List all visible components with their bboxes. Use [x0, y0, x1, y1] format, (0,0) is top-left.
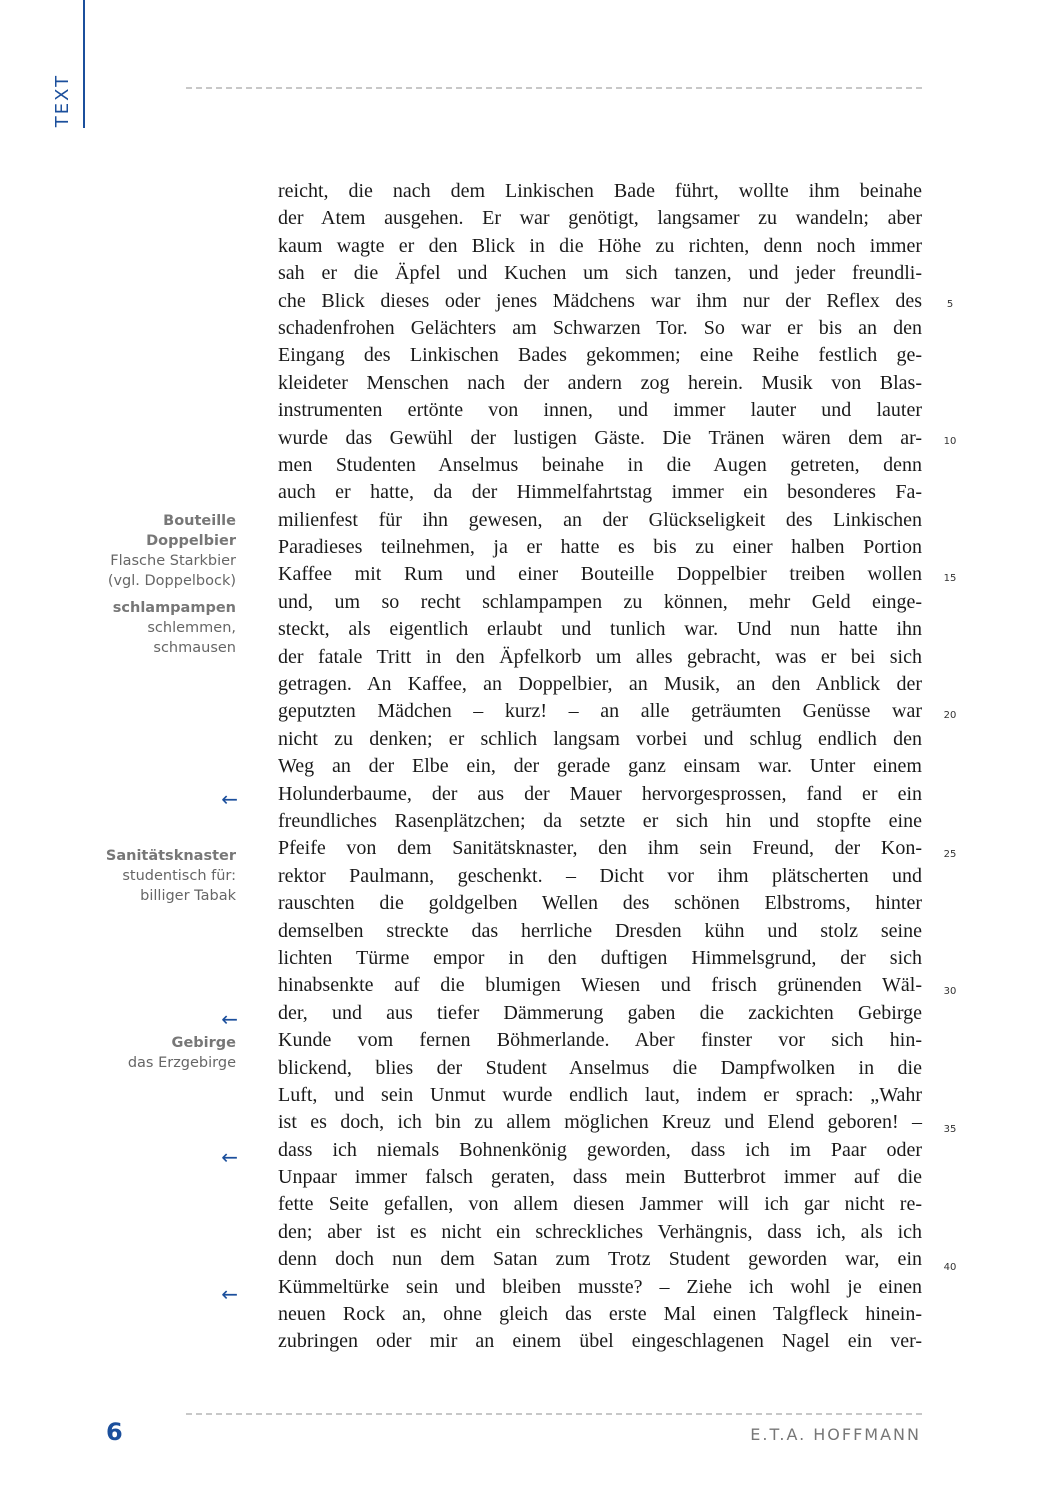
text-line: der fatale Tritt in den Äpfelkorb um alles gebracht, was er bei sich: [278, 645, 922, 668]
gloss-sanitaetsknaster: [106, 846, 236, 906]
text-line: milienfest für ihn gewesen, an der Glückseligkeit des Linkischen: [278, 508, 922, 531]
line-number: 30: [943, 986, 957, 997]
gloss-definition: (vgl. Doppelbock): [107, 573, 236, 589]
text-line: lichten Türme empor in den duftigen Himmelsgrund, der sich: [278, 946, 922, 969]
bottom-divider: [186, 1413, 922, 1415]
gloss-term: Sanitätsknaster: [105, 848, 236, 864]
text-line: Eingang des Linkischen Bades gekommen; eine Reihe festlich ge-: [278, 344, 922, 367]
text-line: Luft, und sein Unmut wurde endlich laut, indem er sprach: „Wahr: [278, 1083, 922, 1106]
text-line: rektor Paulmann, geschenkt. – Dicht vor ihm plätscherten und: [278, 864, 922, 887]
text-line: kaum wagte er den Blick in die Höhe zu richten, denn noch immer: [278, 234, 922, 257]
line-number: 10: [943, 436, 957, 447]
author-name: E.T.A. HOFFMANN: [750, 1425, 921, 1444]
line-number: 5: [946, 299, 954, 310]
text-line: geputzten Mädchen – kurz! – an alle geträumten Genüsse war: [278, 700, 922, 723]
text-line: fette Seite gefallen, von allem diesen Jammer will ich gar nicht re-: [278, 1193, 922, 1216]
gloss-term: Gebirge: [171, 1035, 236, 1051]
text-line: men Studenten Anselmus beinahe in die Augen getreten, denn: [278, 453, 922, 476]
line-number: 40: [943, 1262, 957, 1273]
text-line: reicht, die nach dem Linkischen Bade führt, wollte ihm beinahe: [278, 180, 922, 202]
gloss-definition: das Erzgebirge: [127, 1055, 236, 1071]
text-line: wurde das Gewühl der lustigen Gäste. Die Tränen wären dem ar-: [278, 426, 922, 449]
text-line: steckt, als eigentlich erlaubt und tunlich war. Und nun hatte ihn: [278, 618, 922, 641]
arrow-left-icon: ←: [221, 1145, 238, 1169]
text-line: und, um so recht schlampampen zu können, mehr Geld einge-: [278, 590, 922, 613]
text-line: den; aber ist es nicht ein schreckliches Verhängnis, dass ich, als ich: [278, 1220, 922, 1243]
text-line: nicht zu denken; er schlich langsam vorbei und schlug endlich den: [278, 727, 922, 750]
page-number: 6: [106, 1418, 123, 1446]
text-line: demselben streckte das herrliche Dresden kühn und stolz seine: [278, 919, 922, 942]
text-line: Weg an der Elbe ein, der gerade ganz einsam war. Unter einem: [278, 755, 922, 778]
arrow-left-icon: ←: [221, 787, 238, 811]
text-line: der Atem ausgehen. Er war genötigt, langsamer zu wandeln; aber: [278, 207, 922, 230]
gloss-term: Bouteille: [163, 513, 236, 529]
arrow-left-icon: ←: [221, 1282, 238, 1306]
text-line: freundliches Rasenplätzchen; da setzte er sich hin und stopfte eine: [278, 809, 922, 832]
text-line: rauschten die goldgelben Wellen des schönen Elbstroms, hinter: [278, 892, 922, 915]
line-number: 35: [943, 1124, 957, 1135]
top-divider: [186, 87, 922, 89]
section-label: TEXT: [52, 73, 74, 127]
gloss-term: Doppelbier: [146, 533, 236, 549]
text-line: Kaffee mit Rum und einer Bouteille Doppelbier treiben wollen: [278, 563, 922, 586]
text-line: Kunde vom fernen Böhmerlande. Aber finster vor sich hin-: [278, 1029, 922, 1052]
line-number: 25: [943, 849, 957, 860]
text-line: schadenfrohen Gelächters am Schwarzen Tor. So war er bis an den: [278, 316, 922, 339]
gloss-gebirge: [128, 1033, 236, 1073]
gloss-definition: billiger Tabak: [140, 888, 236, 904]
text-line: Unpaar immer falsch geraten, dass mein Butterbrot immer auf die: [278, 1166, 922, 1189]
gloss-definition: studentisch für:: [122, 868, 236, 884]
gloss-term: schlampampen: [112, 600, 236, 616]
arrow-left-icon: ←: [221, 1007, 238, 1031]
text-line: zubringen oder mir an einem übel eingeschlagenen Nagel ein ver-: [278, 1330, 922, 1353]
text-line: Paradieses teilnehmen, ja er hatte es bis zu einer halben Portion: [278, 536, 922, 559]
gloss-bouteille-doppelbier: [108, 511, 236, 597]
gloss-definition: Flasche Starkbier: [110, 553, 236, 569]
text-line: getragen. An Kaffee, an Doppelbier, an Musik, an den Anblick der: [278, 673, 922, 696]
text-line: instrumenten ertönte von innen, und immer lauter und lauter: [278, 399, 922, 422]
text-line: Holunderbaume, der aus der Mauer hervorgesprossen, fand er ein: [278, 782, 922, 805]
gloss-definition: schlemmen,: [147, 620, 236, 636]
text-line: neuen Rock an, ohne gleich das erste Mal einen Talgfleck hinein-: [278, 1303, 922, 1326]
text-line: der, und aus tiefer Dämmerung gaben die zackichten Gebirge: [278, 1001, 922, 1024]
line-number: 15: [943, 573, 957, 584]
line-number: 20: [943, 710, 957, 721]
text-line: Kümmeltürke sein und bleiben musste? – Ziehe ich wohl je einen: [278, 1275, 922, 1298]
gloss-schlampampen: [113, 598, 236, 658]
text-line: dass ich niemals Bohnenkönig geworden, dass ich im Paar oder: [278, 1138, 922, 1161]
text-line: che Blick dieses oder jenes Mädchens war ihm nur der Reflex des: [278, 289, 922, 312]
text-line: sah er die Äpfel und Kuchen um sich tanzen, und jeder freundli-: [278, 262, 922, 285]
text-line: blickend, blies der Student Anselmus die Dampfwolken in die: [278, 1056, 922, 1079]
side-rule: [83, 0, 85, 128]
text-line: Pfeife von dem Sanitätsknaster, den ihm sein Freund, der Kon-: [278, 837, 922, 860]
text-line: kleideter Menschen nach der andern zog herein. Musik von Blas-: [278, 371, 922, 394]
text-line: hinabsenkte auf die blumigen Wiesen und frisch grünenden Wäl-: [278, 974, 922, 997]
body-text: [278, 178, 922, 1356]
text-line: ist es doch, ich bin zu allem möglichen Kreuz und Elend geboren! –: [278, 1111, 922, 1134]
gloss-definition: schmausen: [153, 640, 236, 656]
text-line: auch er hatte, da der Himmelfahrtstag immer ein besonderes Fa-: [278, 481, 922, 504]
text-line: denn doch nun dem Satan zum Trotz Student geworden war, ein: [278, 1248, 922, 1271]
